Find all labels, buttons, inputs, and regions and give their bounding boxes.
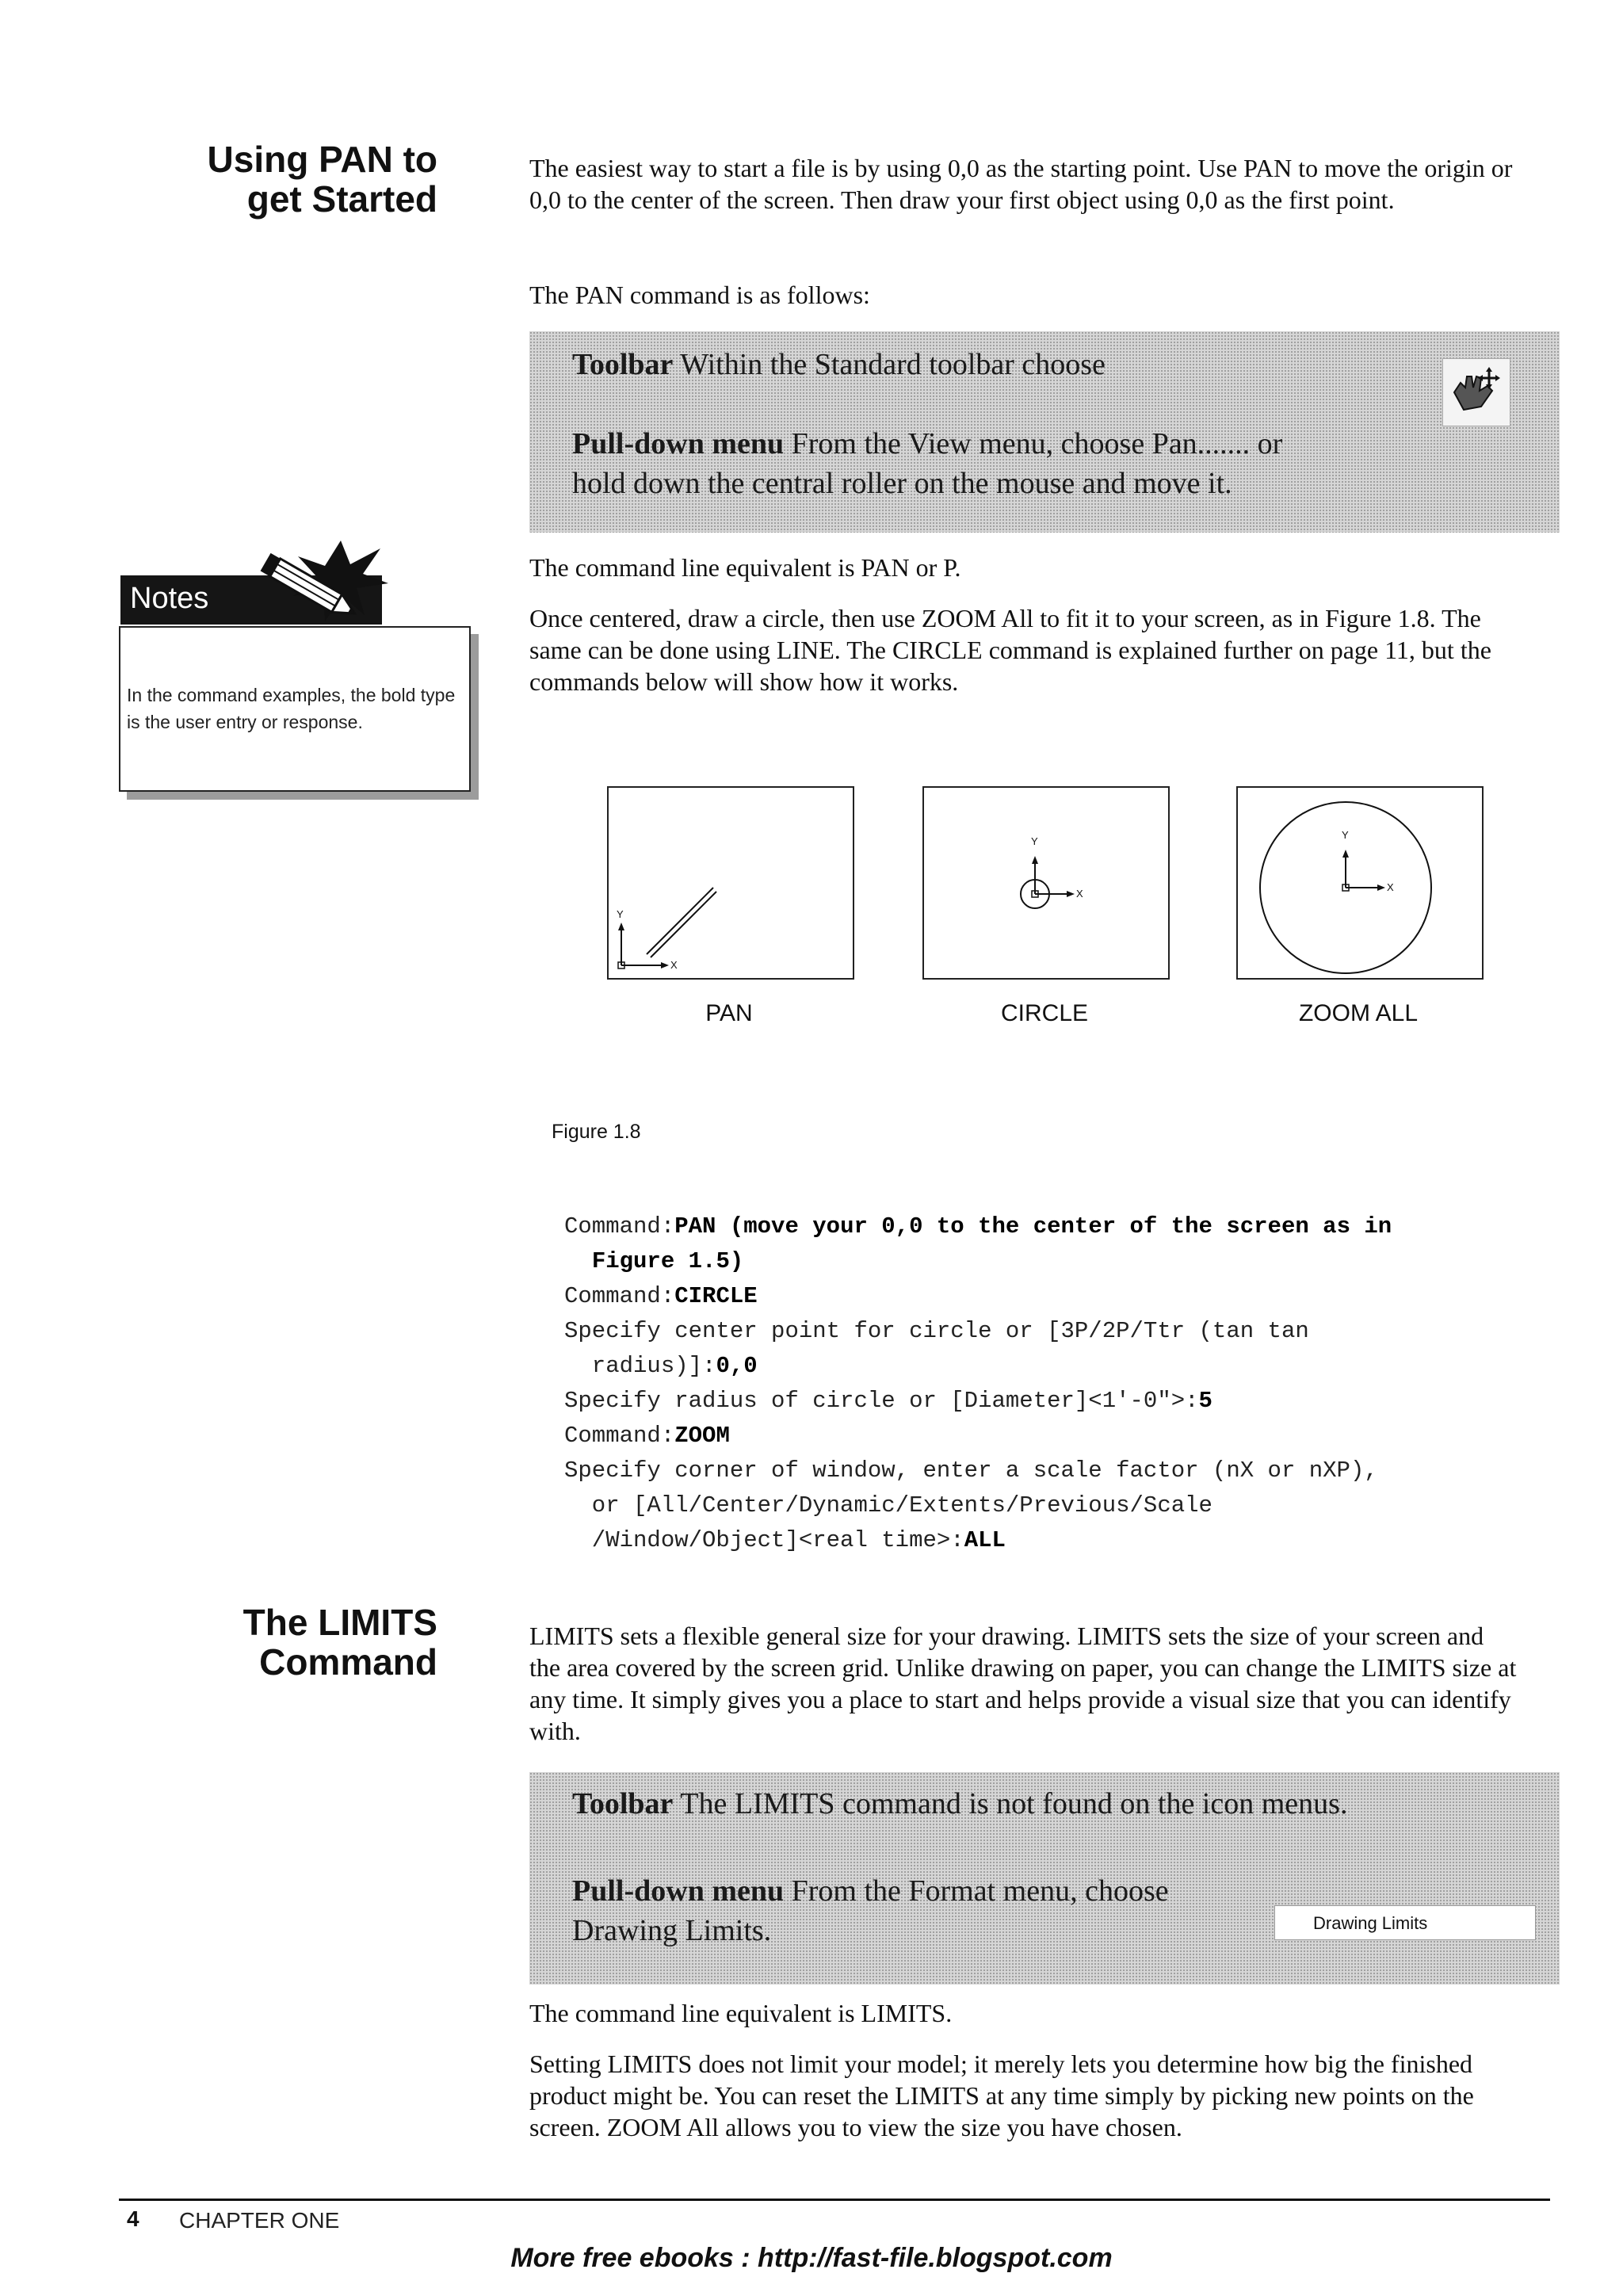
axis-x-label: X	[1076, 888, 1083, 900]
promo-link[interactable]: More free ebooks : http://fast-file.blogspot.com	[510, 2243, 1113, 2273]
command-line: Command:ZOOM	[564, 1423, 730, 1449]
pulldown-label: Pull-down menu	[572, 427, 785, 460]
pan-explanation-paragraph: Once centered, draw a circle, then use ZOOM All to fit it to your screen, as in Figure 1.8. The same can be done using LINE. The CIRCLE command is explained further on page 11, but the commands below will show how it works.	[529, 604, 1491, 696]
toolbar-label: Toolbar	[572, 348, 674, 381]
limits-explanation-paragraph: Setting LIMITS does not limit your model; it merely lets you determine how big the finished product might be. You can reset the LIMITS at any time simply by picking new points on the screen. ZOOM All allows you to view the size you have chosen.	[529, 2050, 1474, 2141]
section-heading-limits	[243, 1603, 437, 1682]
command-line: or [All/Center/Dynamic/Extents/Previous/Scale	[564, 1492, 1212, 1519]
limits-command-box	[529, 1772, 1560, 1985]
command-line: radius)]:0,0	[564, 1353, 758, 1379]
toolbar-line	[572, 347, 1106, 382]
axis-y-label: Y	[1031, 835, 1038, 847]
axis-x-label: X	[1387, 881, 1394, 893]
command-line: Specify radius of circle or [Diameter]<1'-0">:5	[564, 1388, 1212, 1414]
figure-panel-zoom-all	[1236, 786, 1484, 980]
axis-y-label: Y	[1342, 829, 1349, 841]
heading-line: Command	[259, 1641, 437, 1683]
command-line: Command:CIRCLE	[564, 1283, 758, 1309]
section-heading-pan	[208, 139, 437, 219]
toolbar-text: Within the Standard toolbar choose	[680, 348, 1106, 381]
pulldown-text: From the View menu, choose Pan....... or	[791, 427, 1283, 460]
figure-panel-pan	[607, 786, 854, 980]
pencil-icon	[246, 533, 396, 644]
pulldown-line	[572, 1874, 1169, 1908]
notes-box	[119, 626, 471, 792]
pan-command-box	[529, 331, 1560, 533]
toolbar-line	[572, 1786, 1347, 1821]
toolbar-label: Toolbar	[572, 1787, 674, 1820]
limits-cmdline-equivalent: The command line equivalent is LIMITS.	[529, 1999, 953, 2027]
pan-hand-icon[interactable]	[1442, 358, 1510, 426]
page-number: 4	[127, 2206, 139, 2231]
heading-line: The LIMITS	[242, 1602, 437, 1643]
command-line: /Window/Object]<real time>:ALL	[564, 1527, 1006, 1553]
figure-caption: Figure 1.8	[552, 1121, 641, 1143]
axis-x-label: X	[670, 959, 678, 971]
figure-label-circle: CIRCLE	[1000, 1000, 1089, 1026]
command-line: Figure 1.5)	[591, 1248, 744, 1274]
command-line: Specify center point for circle or [3P/2P/Ttr (tan tan	[564, 1318, 1309, 1344]
pan-command-intro: The PAN command is as follows:	[529, 281, 870, 309]
command-line: Specify corner of window, enter a scale factor (nX or nXP),	[564, 1457, 1378, 1484]
chapter-label: CHAPTER ONE	[179, 2208, 340, 2233]
command-line: Command:PAN (move your 0,0 to the center of the screen as in	[564, 1213, 1392, 1240]
toolbar-text: The LIMITS command is not found on the icon menus.	[680, 1787, 1348, 1820]
drawing-limits-menu-item[interactable]: Drawing Limits	[1274, 1905, 1536, 1940]
pulldown-line	[572, 426, 1282, 461]
figure-label-zoom-all: ZOOM ALL	[1298, 1000, 1419, 1026]
pan-intro-paragraph: The easiest way to start a file is by using 0,0 as the starting point. Use PAN to move the origin or 0,0 to the center of the screen. Then draw your first object using 0,0 as the first point.	[529, 154, 1513, 214]
figure-panel-circle	[922, 786, 1170, 980]
pulldown-label: Pull-down menu	[572, 1874, 785, 1908]
pulldown-text-continued: Drawing Limits.	[572, 1914, 772, 1947]
footer-rule	[119, 2199, 1550, 2201]
notes-title: Notes	[130, 582, 209, 615]
pulldown-text: From the Format menu, choose	[791, 1874, 1169, 1908]
pulldown-text-continued: hold down the central roller on the mouse and move it.	[572, 467, 1232, 500]
figure-label-pan: PAN	[705, 1000, 753, 1026]
heading-line: get Started	[246, 178, 437, 220]
limits-intro-paragraph: LIMITS sets a flexible general size for your drawing. LIMITS sets the size of your screen and the area covered by the screen grid. Unlike drawing on paper, you can change the LIMITS size at any time. It simply gives you a place to start and helps provide a visual size that you can identify with.	[529, 1622, 1517, 1745]
heading-line: Using PAN to	[207, 139, 437, 180]
axis-y-label: Y	[617, 908, 624, 920]
pan-cmdline-equivalent: The command line equivalent is PAN or P.	[529, 553, 961, 582]
notes-text: In the command examples, the bold type is the user entry or response.	[127, 685, 456, 732]
